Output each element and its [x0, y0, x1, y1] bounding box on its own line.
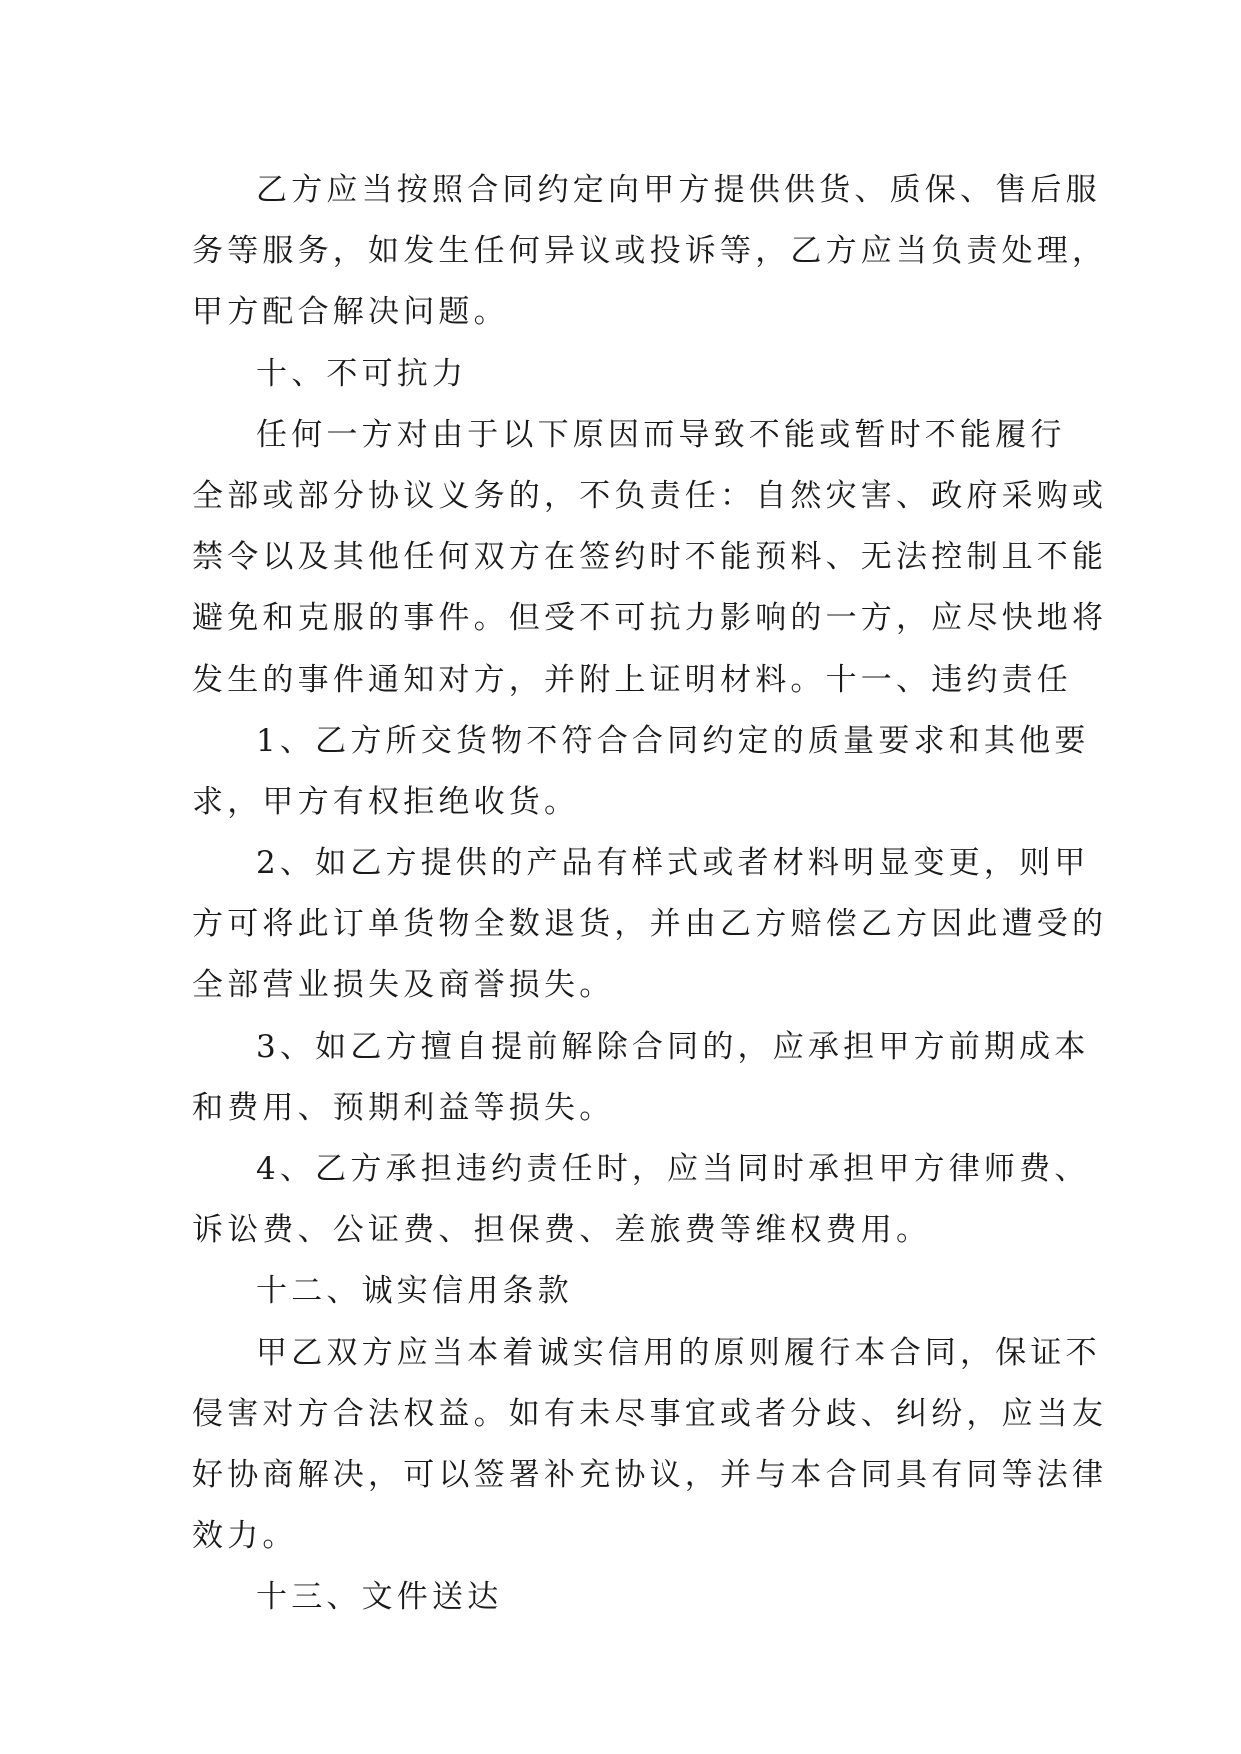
paragraph-line: 务等服务，如发生任何异议或投诉等，乙方应当负责处理，	[192, 233, 1108, 270]
section-heading: 十、不可抗力	[256, 355, 468, 392]
paragraph-line: 禁令以及其他任何双方在签约时不能预料、无法控制且不能	[192, 539, 1108, 576]
clause-item: 1、乙方所交货物不符合合同约定的质量要求和其他要	[256, 722, 1090, 759]
clause-item: 4、乙方承担违约责任时，应当同时承担甲方律师费、	[256, 1151, 1090, 1187]
paragraph-line: 全部或部分协议义务的，不负责任：自然灾害、政府采购或	[192, 477, 1108, 514]
document-body	[192, 160, 1108, 1629]
paragraph-line: 侵害对方合法权益。如有未尽事宜或者分歧、纠纷，应当友	[192, 1395, 1108, 1432]
paragraph-line: 效力。	[192, 1518, 298, 1555]
paragraph-line: 避免和克服的事件。但受不可抗力影响的一方，应尽快地将	[192, 600, 1108, 637]
clause-item: 2、如乙方提供的产品有样式或者材料明显变更，则甲	[256, 845, 1090, 882]
paragraph-line: 乙方应当按照合同约定向甲方提供供货、质保、售后服	[256, 172, 1101, 208]
paragraph-line: 求，甲方有权拒绝收货。	[192, 783, 580, 820]
paragraph-line: 甲乙双方应当本着诚实信用的原则履行本合同，保证不	[256, 1334, 1101, 1371]
section-heading: 十三、文件送达	[256, 1579, 503, 1616]
clause-item: 3、如乙方擅自提前解除合同的，应承担甲方前期成本	[256, 1028, 1090, 1065]
paragraph-line: 好协商解决，可以签署补充协议，并与本合同具有同等法律	[192, 1456, 1108, 1493]
paragraph-line: 甲方配合解决问题。	[192, 294, 509, 331]
paragraph-line: 任何一方对由于以下原因而导致不能或暂时不能履行	[256, 416, 1066, 453]
paragraph-line: 全部营业损失及商誉损失。	[192, 967, 615, 1004]
paragraph-line: 和费用、预期利益等损失。	[192, 1089, 615, 1126]
section-heading: 十二、诚实信用条款	[256, 1273, 573, 1310]
paragraph-line: 发生的事件通知对方，并附上证明材料。十一、违约责任	[192, 661, 1072, 698]
paragraph-line: 诉讼费、公证费、担保费、差旅费等维权费用。	[192, 1212, 932, 1249]
paragraph-line: 方可将此订单货物全数退货，并由乙方赔偿乙方因此遭受的	[192, 906, 1108, 943]
